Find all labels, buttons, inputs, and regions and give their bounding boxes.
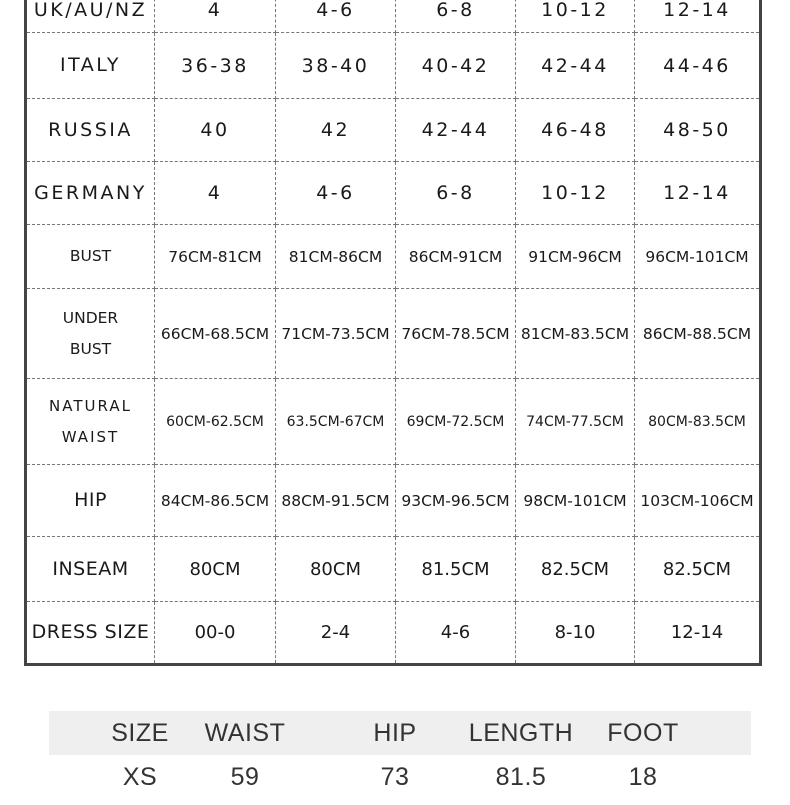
table-cell: 91CM-96CM — [516, 225, 635, 289]
table-cell: XS — [122, 763, 158, 791]
row-label-line: RUSSIA — [48, 118, 133, 141]
row-label-line: INSEAM — [52, 557, 129, 580]
row-label-line: DRESS SIZE — [31, 621, 150, 643]
table-row — [49, 755, 751, 805]
table-cell: 81CM-86CM — [276, 225, 396, 289]
table-cell: 80CM — [276, 537, 396, 602]
row-label-uk-au-nz — [27, 0, 155, 33]
size-measurement-table — [49, 711, 751, 805]
table-cell: 12-14 — [670, 622, 724, 643]
row-label-line: NATURAL — [49, 396, 132, 415]
column-header-waist: WAIST — [204, 718, 286, 747]
table-cell: 8-10 — [516, 602, 635, 663]
table-cell: 10-12 — [516, 162, 635, 225]
row-label-italy — [27, 33, 155, 99]
table-cell: 40-42 — [396, 33, 516, 99]
row-label-natural-waist — [27, 379, 155, 465]
row-label-bust — [27, 225, 155, 289]
table-cell: 81.5CM — [396, 537, 516, 602]
row-label-line: WAIST — [61, 427, 120, 446]
table-cell: 44-46 — [635, 33, 759, 99]
row-label-germany — [27, 162, 155, 225]
table-cell: 6-8 — [396, 162, 516, 225]
table-cell: 12-14 — [635, 0, 759, 33]
table-cell: 93CM-96.5CM — [396, 465, 516, 537]
table-cell: 40 — [155, 99, 276, 162]
table-cell: 86CM-91CM — [396, 225, 516, 289]
table-cell: 6-8 — [396, 0, 516, 33]
table-cell: 42 — [276, 99, 396, 162]
table-header-row — [49, 711, 751, 755]
table-cell: 80CM — [155, 537, 276, 602]
row-label-line: HIP — [74, 489, 107, 511]
row-label-hip — [27, 465, 155, 537]
table-cell: 81CM-83.5CM — [516, 289, 635, 379]
table-cell: 38-40 — [276, 33, 396, 99]
table-cell: 00-0 — [155, 602, 276, 663]
table-cell: 18 — [628, 763, 658, 791]
table-cell: 81.5 — [495, 763, 547, 791]
table-cell: 84CM-86.5CM — [155, 465, 276, 537]
column-header-foot: FOOT — [607, 718, 679, 747]
row-label-line: GERMANY — [34, 181, 147, 204]
table-cell: 80CM-83.5CM — [635, 379, 759, 465]
row-label-russia — [27, 99, 155, 162]
table-cell: 46-48 — [516, 99, 635, 162]
table-cell: 12-14 — [635, 162, 759, 225]
table-cell: 76CM-78.5CM — [396, 289, 516, 379]
row-label-under-bust — [27, 289, 155, 379]
column-header-length: LENGTH — [468, 718, 574, 747]
table-cell: 2-4 — [276, 602, 396, 663]
table-cell: 98CM-101CM — [516, 465, 635, 537]
table-cell: 10-12 — [516, 0, 635, 33]
table-cell: 66CM-68.5CM — [155, 289, 276, 379]
row-label-line: UNDER — [62, 308, 119, 327]
table-cell: 103CM-106CM — [635, 465, 759, 537]
table-cell: 96CM-101CM — [635, 225, 759, 289]
table-cell: 63.5CM-67CM — [276, 379, 396, 465]
row-label-line: BUST — [69, 247, 112, 265]
row-label-line: BUST — [69, 339, 112, 358]
table-cell: 42-44 — [396, 99, 516, 162]
table-cell: 59 — [230, 763, 260, 791]
row-label-line: ITALY — [60, 54, 121, 76]
column-header-size: SIZE — [111, 718, 169, 747]
size-chart-table — [24, 0, 762, 666]
table-cell: 82.5CM — [635, 537, 759, 602]
table-cell: 73 — [380, 763, 410, 791]
table-cell: 4 — [155, 0, 276, 33]
table-cell: 71CM-73.5CM — [276, 289, 396, 379]
table-cell: 60CM-62.5CM — [155, 379, 276, 465]
table-cell: 76CM-81CM — [155, 225, 276, 289]
table-cell: 4 — [155, 162, 276, 225]
column-header-hip: HIP — [373, 718, 417, 747]
table-cell: 4-6 — [276, 162, 396, 225]
table-cell: 69CM-72.5CM — [396, 379, 516, 465]
table-cell: 88CM-91.5CM — [276, 465, 396, 537]
row-label-line: UK/AU/NZ — [33, 0, 148, 21]
table-cell: 42-44 — [516, 33, 635, 99]
row-label-dress-size — [27, 602, 155, 663]
table-cell: 86CM-88.5CM — [635, 289, 759, 379]
table-cell: 4-6 — [396, 602, 516, 663]
table-cell: 74CM-77.5CM — [516, 379, 635, 465]
row-label-inseam — [27, 537, 155, 602]
table-cell: 48-50 — [635, 99, 759, 162]
table-cell: 4-6 — [276, 0, 396, 33]
table-cell: 82.5CM — [516, 537, 635, 602]
table-cell: 36-38 — [155, 33, 276, 99]
